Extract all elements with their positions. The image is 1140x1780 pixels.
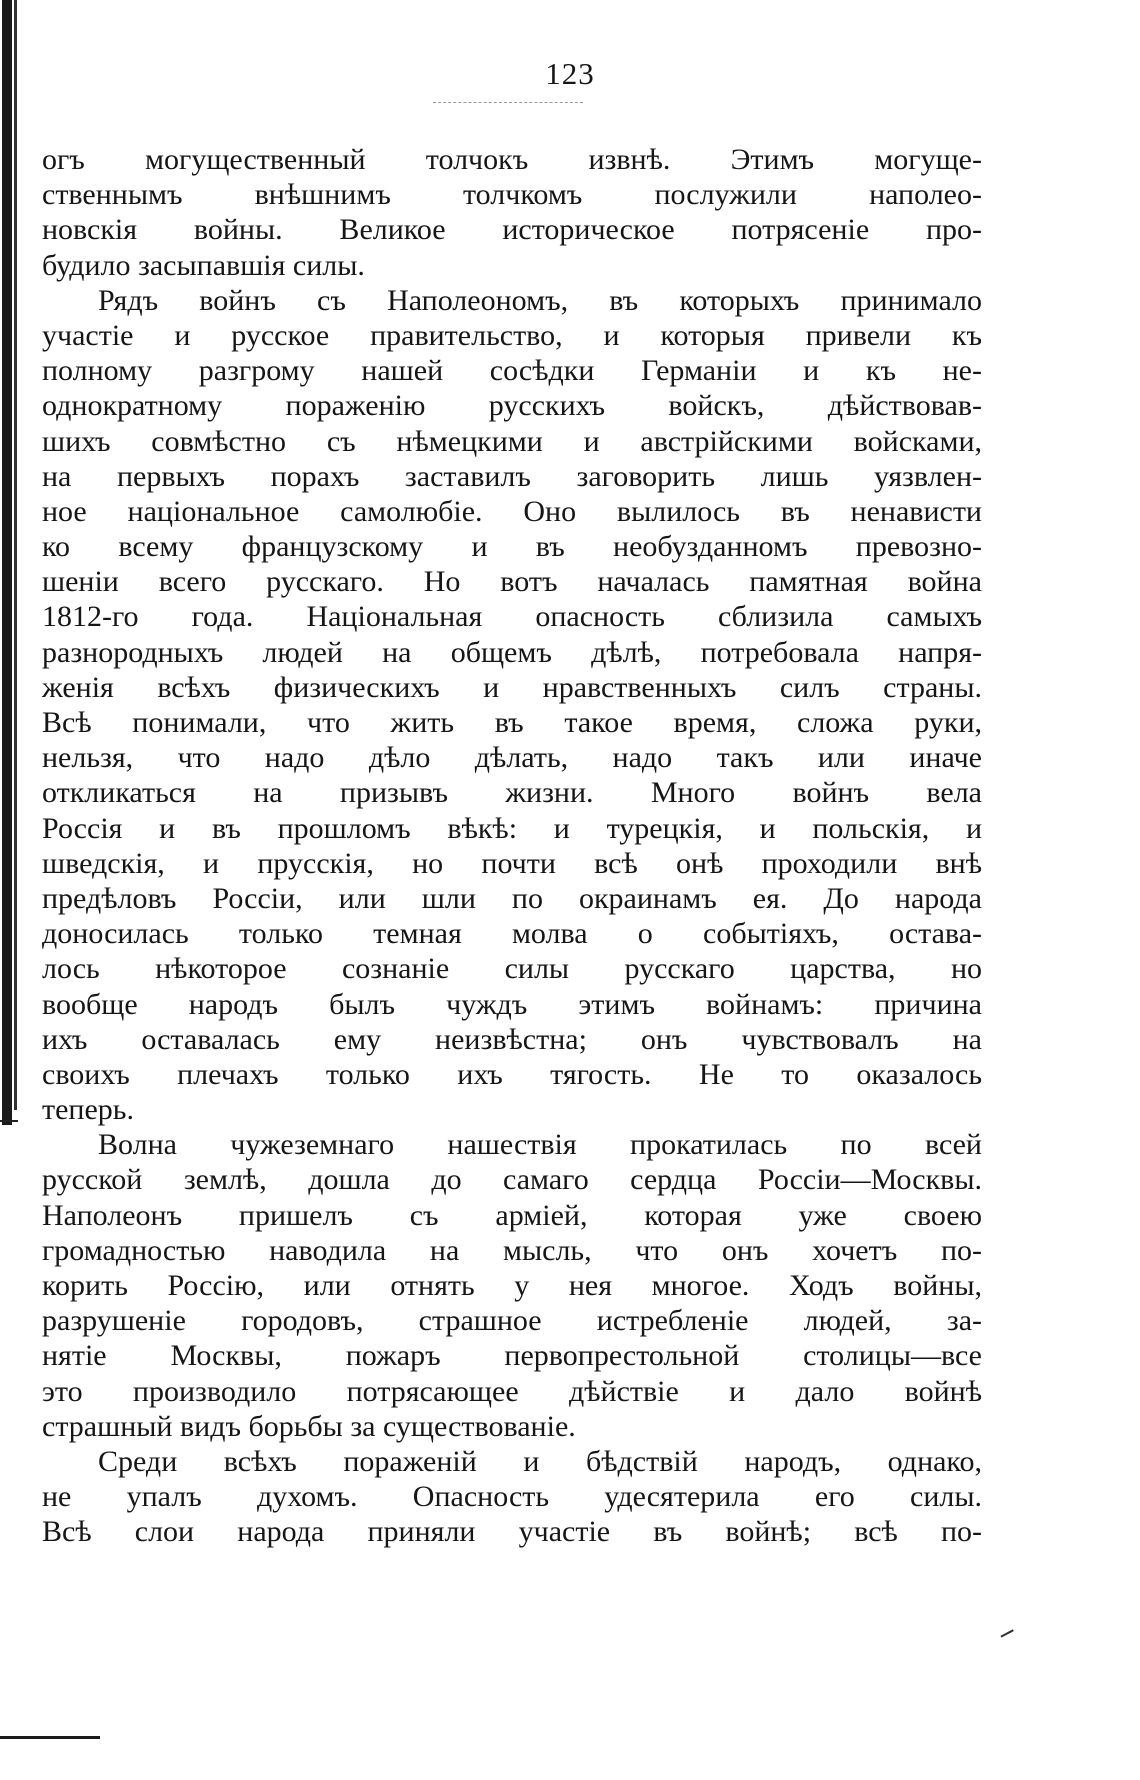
text-line: будило засыпавшія силы. [42, 248, 365, 282]
text-line: огъ могущественный толчокъ извнѣ. Этимъ могуще- [42, 143, 982, 176]
header-rule [433, 102, 583, 103]
text-line: лось нѣкоторое сознаніе силы русскаго царства, но [42, 952, 982, 986]
text-line: корить Россію, или отнять у нея многое. Ходъ войны, [42, 1269, 982, 1302]
text-line: страшный видъ борьбы за существованіе. [42, 1409, 576, 1443]
text-line: нельзя, что надо дѣло дѣлать, надо такъ или иначе [42, 741, 982, 775]
text-line: не упалъ духомъ. Опасность удесятерила его силы. [42, 1480, 982, 1514]
body-text [42, 142, 982, 1550]
text-line: теперь. [42, 1093, 134, 1127]
text-line: откликаться на призывъ жизни. Много войнъ вела [42, 776, 982, 810]
text-line: женія всѣхъ физическихъ и нравственныхъ силъ страны. [42, 670, 982, 704]
text-line: это производило потрясающее дѣйствіе и дало войнѣ [42, 1374, 982, 1408]
text-line: шведскія, и прусскія, но почти всѣ онѣ проходили внѣ [42, 846, 982, 880]
text-line: вообще народъ былъ чуждъ этимъ войнамъ: причина [42, 987, 982, 1021]
text-line: Всѣ понимали, что жить въ такое время, сложа руки, [42, 706, 982, 739]
text-line: Рядъ войнъ съ Наполеономъ, въ которыхъ принимало [98, 283, 982, 317]
text-line: шеніи всего русскаго. Но вотъ началась памятная война [42, 565, 982, 599]
text-line: ное національное самолюбіе. Оно вылилось въ ненависти [42, 494, 982, 528]
binding-edge-shadow [2, 0, 12, 1125]
text-line: участіе и русское правительство, и которыя привели къ [42, 318, 982, 352]
text-line: нятіе Москвы, пожаръ первопрестольной столицы—все [42, 1339, 982, 1373]
text-line: Россія и въ прошломъ вѣкѣ: и турецкія, и польскія, и [42, 811, 982, 845]
text-line: ко всему французскому и въ необузданномъ превозно- [42, 530, 982, 564]
text-line: Волна чужеземнаго нашествія прокатилась по всей [98, 1128, 982, 1162]
bottom-rule [0, 1736, 100, 1739]
text-line: русской землѣ, дошла до самаго сердца Россіи—Москвы. [42, 1163, 982, 1197]
text-line: шихъ совмѣстно съ нѣмецкими и австрійскими войсками, [42, 424, 982, 458]
text-line: Среди всѣхъ пораженій и бѣдствій народъ, однако, [98, 1444, 982, 1478]
text-line: разрушеніе городовъ, страшное истребленіе людей, за- [42, 1304, 982, 1338]
scan-mark [1000, 1629, 1017, 1644]
binding-edge-tick [0, 1120, 18, 1122]
text-line: Всѣ слои народа приняли участіе въ войнѣ; всѣ по- [42, 1515, 982, 1549]
text-line: ихъ оставалась ему неизвѣстна; онъ чувствовалъ на [42, 1022, 982, 1056]
text-line: громадностью наводила на мысль, что онъ хочетъ по- [42, 1233, 982, 1267]
text-line: полному разгрому нашей сосѣдки Германіи и къ не- [42, 354, 982, 388]
text-line: новскія войны. Великое историческое потрясеніе про- [42, 213, 982, 247]
text-line: разнородныхъ людей на общемъ дѣлѣ, потребовала напря- [42, 635, 982, 669]
text-line: 1812-го года. Національная опасность сблизила самыхъ [42, 600, 982, 634]
binding-edge-line [14, 0, 17, 1110]
page-number: 123 [545, 56, 595, 91]
text-line: своихъ плечахъ только ихъ тягость. Не то оказалось [42, 1057, 982, 1091]
text-line: доносилась только темная молва о событіяхъ, остава- [42, 917, 982, 951]
text-line: предѣловъ Россіи, или шли по окраинамъ ея. До народа [42, 881, 982, 915]
text-line: однократному пораженію русскихъ войскъ, дѣйствовав- [42, 389, 982, 423]
text-line: на первыхъ порахъ заставилъ заговорить лишь уязвлен- [42, 459, 982, 493]
text-line: Наполеонъ пришелъ съ арміей, которая уже своею [42, 1198, 982, 1232]
text-line: ственнымъ внѣшнимъ толчкомъ послужили наполео- [42, 178, 982, 212]
